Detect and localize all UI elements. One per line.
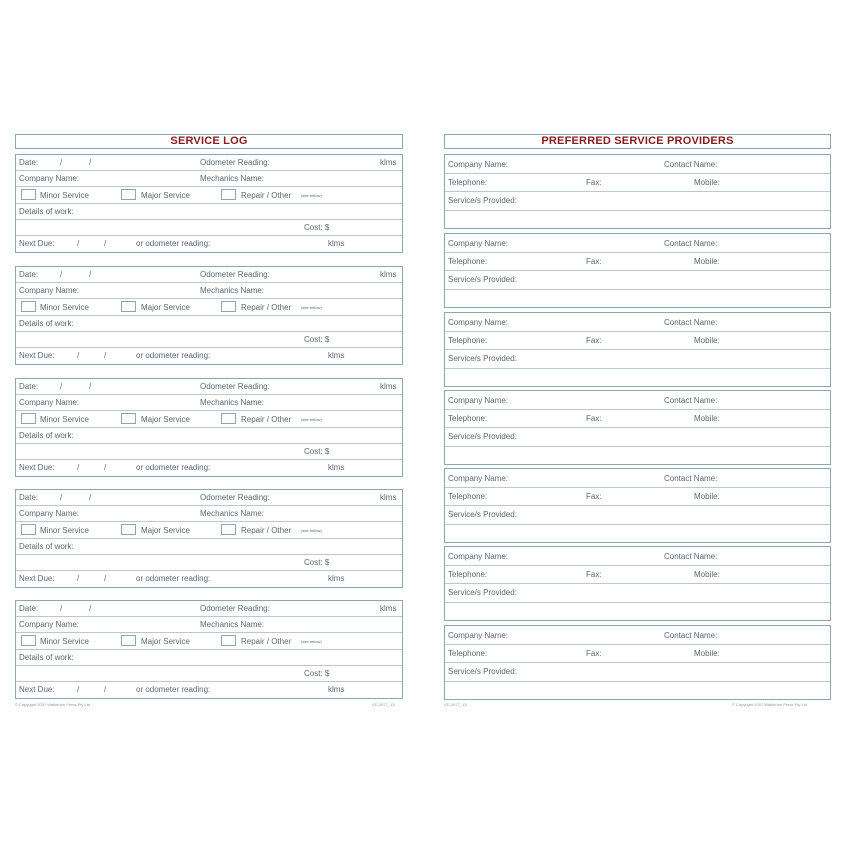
provider-row-phone [445,332,830,350]
log-row-details [16,428,402,444]
mechanics-label: Mechanics Name: [200,286,265,295]
company-label: Company Name: [19,286,80,295]
footer-copyright-right: © Copyright 2007 Walkerton Press Pty Ltd [732,702,808,707]
date-separator: / [89,158,92,167]
provider-row-company [445,313,830,332]
provider-telephone-label: Telephone: [448,336,488,345]
repair-other-label: Repair / Other [241,415,292,424]
provider-fax-label: Fax: [586,414,602,423]
provider-entry [444,625,831,700]
provider-services-label: Service/s Provided: [448,510,517,519]
minor-service-label: Minor Service [40,415,89,424]
details-label: Details of work: [19,319,74,328]
provider-mobile-label: Mobile: [694,492,720,501]
date-separator: / [60,604,63,613]
provider-row-company [445,469,830,488]
log-row-details [16,539,402,555]
provider-mobile-label: Mobile: [694,570,720,579]
provider-company-label: Company Name: [448,631,509,640]
repair-other-checkbox[interactable] [221,524,236,535]
provider-row-blank [445,525,830,542]
log-row-company [16,395,402,411]
service-log-title: SERVICE LOG [15,134,403,149]
provider-row-company [445,626,830,645]
log-row-details [16,650,402,666]
log-row-date [16,490,402,506]
next-due-separator: / [77,685,80,694]
log-row-date [16,267,402,283]
provider-fax-label: Fax: [586,336,602,345]
company-label: Company Name: [19,620,80,629]
date-label: Date: [19,382,39,391]
kms-label: klms [380,158,397,167]
next-due-separator: / [77,351,80,360]
footer-code-left: VD-0077_13 [372,702,395,707]
provider-services-label: Service/s Provided: [448,196,517,205]
provider-row-services [445,192,830,211]
repair-note: (see below) [301,305,322,310]
next-due-label: Next Due: [19,351,55,360]
details-label: Details of work: [19,207,74,216]
provider-entry [444,154,831,229]
repair-other-label: Repair / Other [241,637,292,646]
major-service-checkbox[interactable] [121,635,136,646]
provider-mobile-label: Mobile: [694,336,720,345]
provider-row-blank [445,369,830,386]
repair-other-checkbox[interactable] [221,413,236,424]
details-label: Details of work: [19,653,74,662]
next-due-separator: / [104,351,107,360]
providers-title: PREFERRED SERVICE PROVIDERS [444,134,831,149]
minor-service-checkbox[interactable] [21,635,36,646]
log-row-company [16,171,402,187]
provider-row-company [445,155,830,174]
mechanics-label: Mechanics Name: [200,398,265,407]
repair-note: (see below) [301,528,322,533]
next-due-separator: / [77,574,80,583]
date-separator: / [89,493,92,502]
provider-fax-label: Fax: [586,492,602,501]
log-row-next-due [16,682,402,698]
date-separator: / [89,382,92,391]
next-due-label: Next Due: [19,239,55,248]
minor-service-label: Minor Service [40,526,89,535]
minor-service-label: Minor Service [40,637,89,646]
provider-services-label: Service/s Provided: [448,667,517,676]
date-label: Date: [19,270,39,279]
log-row-service-type [16,411,402,428]
log-row-details [16,316,402,332]
repair-other-checkbox[interactable] [221,189,236,200]
provider-mobile-label: Mobile: [694,257,720,266]
minor-service-checkbox[interactable] [21,524,36,535]
odometer-label: Odometer Reading: [200,270,270,279]
kms-label: klms [380,382,397,391]
provider-row-blank [445,682,830,699]
or-odometer-label: or odometer reading: [136,574,211,583]
provider-fax-label: Fax: [586,178,602,187]
repair-note: (see below) [301,417,322,422]
or-odometer-label: or odometer reading: [136,351,211,360]
date-separator: / [60,382,63,391]
major-service-label: Major Service [141,415,190,424]
provider-company-label: Company Name: [448,160,509,169]
minor-service-label: Minor Service [40,191,89,200]
odometer-label: Odometer Reading: [200,604,270,613]
odometer-label: Odometer Reading: [200,158,270,167]
provider-fax-label: Fax: [586,257,602,266]
repair-other-checkbox[interactable] [221,301,236,312]
service-log-entry [15,378,403,477]
provider-row-services [445,663,830,682]
log-row-next-due [16,460,402,476]
log-row-date [16,155,402,171]
provider-row-phone [445,253,830,271]
log-row-next-due [16,571,402,587]
footer-copyright-left: © Copyright 2007 Walkerton Press Pty Ltd [15,702,91,707]
repair-other-checkbox[interactable] [221,635,236,646]
provider-services-label: Service/s Provided: [448,275,517,284]
major-service-checkbox[interactable] [121,301,136,312]
log-row-cost [16,220,402,236]
provider-fax-label: Fax: [586,570,602,579]
or-odometer-label: or odometer reading: [136,685,211,694]
provider-company-label: Company Name: [448,552,509,561]
next-due-separator: / [104,685,107,694]
next-kms-label: klms [328,239,345,248]
provider-fax-label: Fax: [586,649,602,658]
log-row-service-type [16,187,402,204]
kms-label: klms [380,493,397,502]
provider-row-blank [445,290,830,307]
provider-row-services [445,428,830,447]
log-row-next-due [16,348,402,364]
provider-telephone-label: Telephone: [448,414,488,423]
provider-services-label: Service/s Provided: [448,588,517,597]
provider-company-label: Company Name: [448,396,509,405]
provider-entry [444,390,831,465]
date-separator: / [89,270,92,279]
next-due-label: Next Due: [19,574,55,583]
provider-contact-label: Contact Name: [664,552,718,561]
kms-label: klms [380,604,397,613]
log-row-cost [16,666,402,682]
provider-row-company [445,391,830,410]
log-row-service-type [16,522,402,539]
provider-entry [444,468,831,543]
cost-label: Cost: $ [304,447,330,456]
provider-contact-label: Contact Name: [664,160,718,169]
company-label: Company Name: [19,509,80,518]
cost-label: Cost: $ [304,223,330,232]
provider-row-phone [445,566,830,584]
log-row-company [16,617,402,633]
next-due-separator: / [104,463,107,472]
next-kms-label: klms [328,463,345,472]
service-log-panel [15,134,403,694]
log-row-cost [16,555,402,571]
minor-service-label: Minor Service [40,303,89,312]
provider-mobile-label: Mobile: [694,178,720,187]
repair-note: (see below) [301,639,322,644]
provider-company-label: Company Name: [448,239,509,248]
mechanics-label: Mechanics Name: [200,174,265,183]
date-label: Date: [19,493,39,502]
provider-services-label: Service/s Provided: [448,432,517,441]
repair-other-label: Repair / Other [241,303,292,312]
provider-row-services [445,584,830,603]
minor-service-checkbox[interactable] [21,189,36,200]
provider-company-label: Company Name: [448,474,509,483]
log-row-next-due [16,236,402,252]
kms-label: klms [380,270,397,279]
date-separator: / [60,493,63,502]
next-due-separator: / [77,463,80,472]
providers-panel [444,134,831,676]
provider-telephone-label: Telephone: [448,178,488,187]
major-service-label: Major Service [141,637,190,646]
provider-row-blank [445,603,830,620]
provider-telephone-label: Telephone: [448,649,488,658]
odometer-label: Odometer Reading: [200,493,270,502]
date-separator: / [60,270,63,279]
company-label: Company Name: [19,174,80,183]
provider-contact-label: Contact Name: [664,631,718,640]
provider-row-phone [445,645,830,663]
cost-label: Cost: $ [304,669,330,678]
details-label: Details of work: [19,431,74,440]
provider-telephone-label: Telephone: [448,492,488,501]
log-row-cost [16,332,402,348]
log-row-details [16,204,402,220]
major-service-label: Major Service [141,303,190,312]
provider-row-phone [445,174,830,192]
repair-note: (see below) [301,193,322,198]
repair-other-label: Repair / Other [241,526,292,535]
repair-other-label: Repair / Other [241,191,292,200]
provider-telephone-label: Telephone: [448,570,488,579]
major-service-checkbox[interactable] [121,189,136,200]
next-due-label: Next Due: [19,463,55,472]
date-separator: / [89,604,92,613]
next-due-separator: / [104,239,107,248]
next-due-label: Next Due: [19,685,55,694]
provider-contact-label: Contact Name: [664,474,718,483]
minor-service-checkbox[interactable] [21,413,36,424]
or-odometer-label: or odometer reading: [136,239,211,248]
next-kms-label: klms [328,351,345,360]
service-log-entry [15,600,403,699]
provider-row-phone [445,410,830,428]
log-row-company [16,283,402,299]
odometer-label: Odometer Reading: [200,382,270,391]
log-row-cost [16,444,402,460]
minor-service-checkbox[interactable] [21,301,36,312]
cost-label: Cost: $ [304,558,330,567]
provider-row-services [445,350,830,369]
provider-row-company [445,234,830,253]
provider-entry [444,312,831,387]
next-kms-label: klms [328,574,345,583]
service-log-entry [15,154,403,253]
next-due-separator: / [77,239,80,248]
provider-contact-label: Contact Name: [664,318,718,327]
provider-contact-label: Contact Name: [664,239,718,248]
next-kms-label: klms [328,685,345,694]
major-service-label: Major Service [141,191,190,200]
date-label: Date: [19,158,39,167]
provider-telephone-label: Telephone: [448,257,488,266]
provider-entry [444,546,831,621]
provider-entry [444,233,831,308]
company-label: Company Name: [19,398,80,407]
service-log-entry [15,489,403,588]
cost-label: Cost: $ [304,335,330,344]
log-row-service-type [16,299,402,316]
log-row-date [16,379,402,395]
provider-row-phone [445,488,830,506]
details-label: Details of work: [19,542,74,551]
provider-services-label: Service/s Provided: [448,354,517,363]
footer-code-right: VD-0077_13 [444,702,467,707]
mechanics-label: Mechanics Name: [200,509,265,518]
provider-mobile-label: Mobile: [694,414,720,423]
provider-row-company [445,547,830,566]
major-service-label: Major Service [141,526,190,535]
or-odometer-label: or odometer reading: [136,463,211,472]
major-service-checkbox[interactable] [121,413,136,424]
provider-row-services [445,506,830,525]
date-separator: / [60,158,63,167]
provider-row-services [445,271,830,290]
provider-row-blank [445,447,830,464]
provider-contact-label: Contact Name: [664,396,718,405]
date-label: Date: [19,604,39,613]
mechanics-label: Mechanics Name: [200,620,265,629]
next-due-separator: / [104,574,107,583]
log-row-company [16,506,402,522]
log-row-date [16,601,402,617]
provider-company-label: Company Name: [448,318,509,327]
provider-mobile-label: Mobile: [694,649,720,658]
provider-row-blank [445,211,830,228]
service-log-entry [15,266,403,365]
log-row-service-type [16,633,402,650]
major-service-checkbox[interactable] [121,524,136,535]
